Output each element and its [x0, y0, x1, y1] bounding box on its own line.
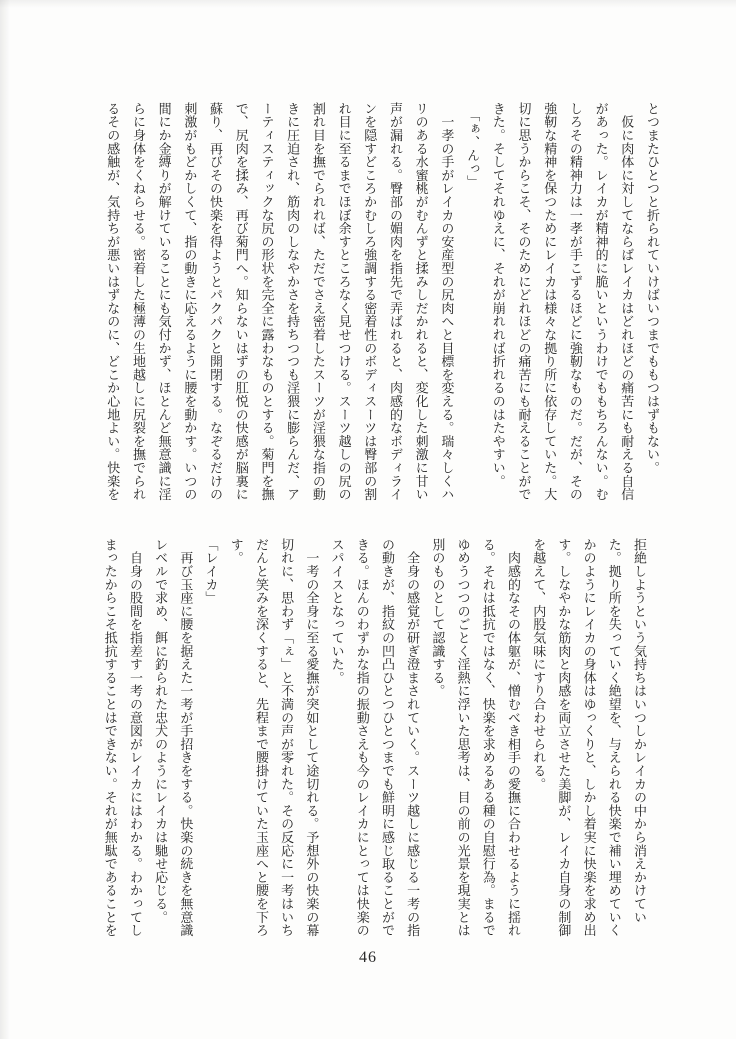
- text-column: 仮に肉体に対してならばレイカはどれほどの痛苦にも耐える自信: [619, 102, 635, 501]
- text-column: を越えて、内股気味にすり合わせられる。: [531, 538, 547, 791]
- text-column: らに身体をくねらせる。密着した極薄の生地越しに尻裂を撫でられ: [130, 102, 146, 501]
- text-column: リのある水蜜桃がむんずと揉みしだかれると、変化した刺激に甘い: [413, 102, 429, 501]
- text-column: 肉感的なその体躯が、憎むべき相手の愛撫に合わせるように揺れ: [505, 538, 521, 937]
- text-column: で、尻肉を揉み、再び菊門へ。知らないはずの肛悦の快感が脳裏に: [233, 102, 249, 501]
- text-column: 「レイカ」: [203, 538, 219, 605]
- text-column: レベルで求め、餌に釣られた忠犬のようにレイカは馳せ応じる。: [153, 538, 169, 924]
- text-column: ンを隠すどころかむしろ強調する密着性のボディスーツは臀部の割: [362, 102, 378, 501]
- text-column: す。しなやかな筋肉と肉感を両立させた美脚が、レイカ自身の制御: [556, 538, 572, 937]
- text-column: 自身の股間を指差す一考の意図がレイカにはわかる。わかってし: [127, 538, 143, 937]
- text-column: の動きが、指紋の凹凸ひとつひとつまでも鮮明に感じ取ることがで: [379, 538, 395, 937]
- text-column: しろその精神力は一孝が手こずるほどに強靭なものだ。だが、その: [567, 102, 583, 501]
- text-column: 別のものとして認識する。: [430, 538, 446, 698]
- text-column: 蘇り、再びその快楽を得ようとパクパクと開閉する。なぞるだけの: [208, 102, 224, 501]
- text-column: ーティスティックな尻の形状を完全に露わなものとする。菊門を撫: [259, 102, 275, 501]
- text-column: かのようにレイカの身体はゆっくりと、しかし着実に快楽を求め出: [581, 538, 597, 937]
- text-column: 切れに、思わず「ぇ」と不満の声が零れた。その反応に一考はいち: [279, 538, 295, 937]
- text-column: きに圧迫され、筋肉のしなやかさを持ちつつも淫猥に膨らんだ、ア: [285, 102, 301, 501]
- text-column: る。それは抵抗ではなく、快楽を求めるある種の自慰行為。まるで: [480, 538, 496, 937]
- text-column: スパイスとなっていた。: [329, 538, 345, 685]
- text-column: 拒絶しようという気持ちはいつしかレイカの中から消えかけてい: [632, 538, 647, 924]
- text-column: 「ぁ、んっ」: [465, 102, 481, 189]
- text-column: た。拠り所を失っていく絶望を、与えられる快楽で補い埋めていく: [606, 538, 622, 937]
- text-column: れ目に至るまでほぼ余すところなく見せつける。スーツ越しの尻の: [336, 102, 352, 501]
- text-column: があった。レイカが精神的に脆いというわけでももちろんない。む: [593, 102, 609, 501]
- text-column: す。: [228, 538, 244, 565]
- text-column: るその感触が、気持ちが悪いはずなのに、どこか心地よい。快楽を: [105, 102, 121, 501]
- text-column: 割れ目を撫でられれば、ただでさえ密着したスーツが淫猥な指の動: [310, 102, 326, 501]
- text-column: だんと笑みを深くすると、先程まで腰掛けていた玉座へと腰を下ろ: [253, 538, 269, 937]
- text-column: 切に思うからこそ、そのためにどれほどの痛苦にも耐えることがで: [516, 102, 532, 501]
- lower-text-block: [96, 538, 652, 937]
- text-column: 刺激がもどかしくて、指の動きに応えるように腰を動かす。いつの: [182, 102, 198, 501]
- text-column: まったからこそ抵抗することはできない。それが無駄であることを: [102, 538, 118, 937]
- text-column: 全身の感覚が研ぎ澄まされていく。スーツ越しに感じる一考の指: [405, 538, 421, 937]
- text-column: 一考の全身に至る愛撫が突如として途切れる。予想外の快楽の幕: [304, 538, 320, 937]
- text-column: 間にか金縛りが解けていることにも気付かず、ほとんど無意識に淫: [156, 102, 172, 501]
- text-column: 再び玉座に腰を据えた一考が手招きをする。快楽の続きを無意識: [178, 538, 194, 937]
- text-column: きる。ほんのわずかな指の振動さえも今のレイカにとっては快楽の: [354, 538, 370, 937]
- text-column: 声が漏れる。臀部の媚肉を指先で弄ばれると、肉感的なボディライ: [387, 102, 403, 501]
- page-number: 46: [359, 949, 377, 966]
- text-column: 強靭な精神を保つためにレイカは様々な拠り所に依存していた。大: [542, 102, 558, 501]
- text-column: きた。そしてそれゆえに、それが崩れれば折れるのはたやすい。: [490, 102, 506, 488]
- text-column: とつまたひとつと折られていけばいつまでももつはずもない。: [645, 102, 660, 475]
- text-column: 一孝の手がレイカの安産型の尻肉へと目標を変える。瑞々しくハ: [439, 102, 455, 501]
- upper-text-block: [99, 102, 665, 501]
- text-column: ゆめうつつのごとく淫熱に浮いた思考は、目の前の光景を現実とは: [455, 538, 471, 937]
